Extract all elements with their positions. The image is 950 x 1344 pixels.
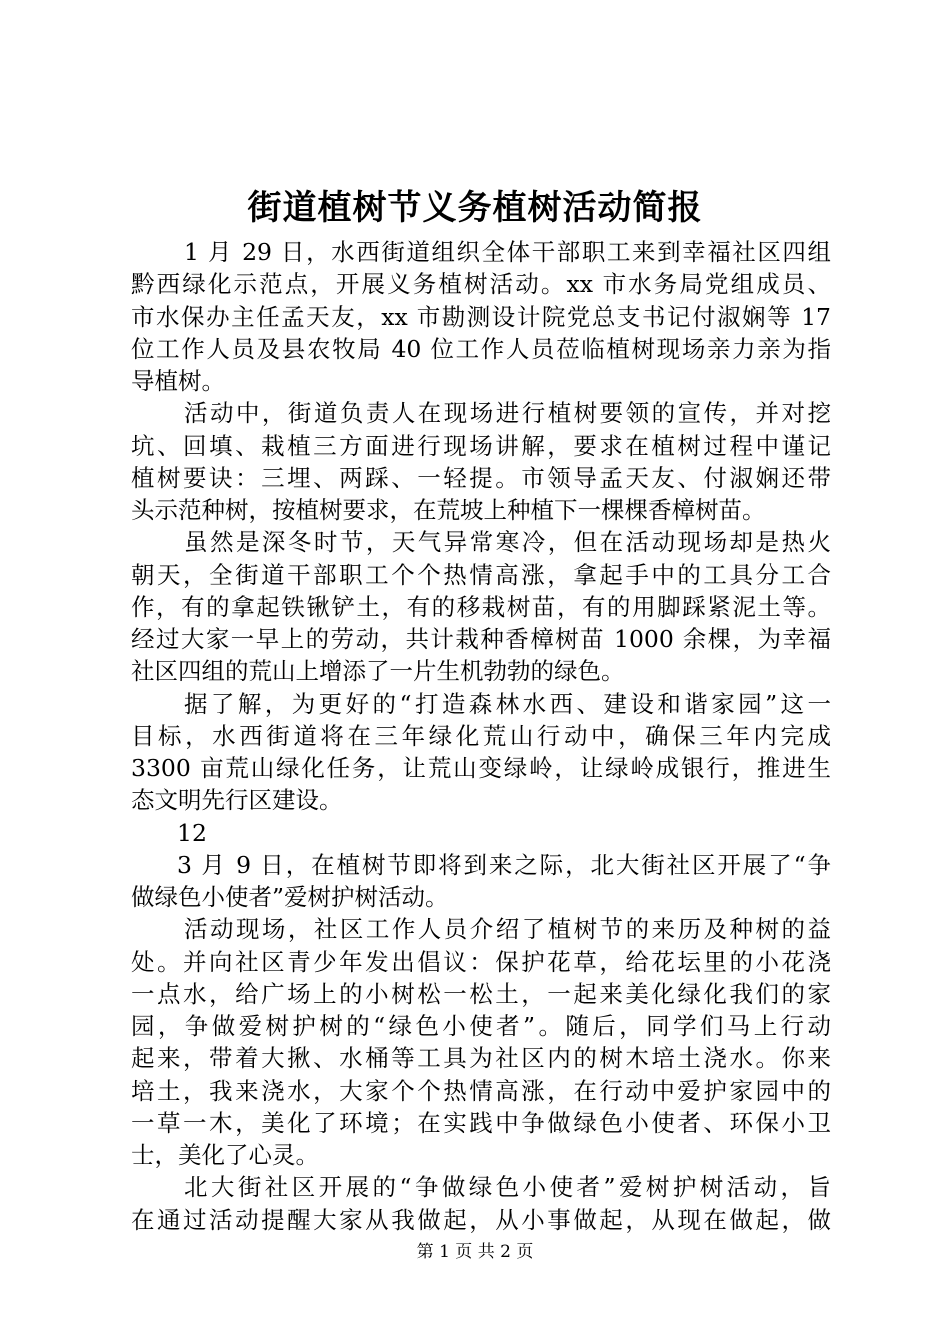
body-line: 位工作人员及县农牧局 40 位工作人员莅临植树现场亲力亲为指 bbox=[131, 334, 831, 363]
body-line: 虽然是深冬时节，天气异常寒冷，但在活动现场却是热火 bbox=[184, 528, 831, 557]
body-line: 态文明先行区建设。 bbox=[131, 786, 343, 815]
body-line: 活动中，街道负责人在现场进行植树要领的宣传，并对挖 bbox=[184, 399, 831, 428]
section-number: 12 bbox=[177, 818, 207, 847]
body-line: 朝天，全街道干部职工个个热情高涨，拿起手中的工具分工合 bbox=[131, 560, 831, 589]
body-line: 据了解，为更好的“打造森林水西、建设和谐家园”这一 bbox=[184, 689, 831, 718]
body-line: 3 月 9 日，在植树节即将到来之际，北大街社区开展了“争 bbox=[177, 850, 831, 879]
body-line: 作，有的拿起铁锹铲土，有的移栽树苗，有的用脚踩紧泥土等。 bbox=[131, 592, 831, 621]
body-line: 在通过活动提醒大家从我做起，从小事做起，从现在做起，做 bbox=[131, 1205, 831, 1234]
body-line: 导植树。 bbox=[131, 367, 225, 395]
body-line: 植树要诀：三埋、两踩、一轻提。市领导孟天友、付淑娴还带 bbox=[131, 463, 831, 492]
body-line: 经过大家一早上的劳动，共计栽种香樟树苗 1000 余棵，为幸福 bbox=[131, 625, 831, 653]
body-line: 北大街社区开展的“争做绿色小使者”爱树护树活动，旨 bbox=[184, 1173, 831, 1202]
page-footer: 第 1 页 共 2 页 bbox=[416, 1242, 534, 1262]
body-line: 处。并向社区青少年发出倡议：保护花草，给花坛里的小花浇 bbox=[131, 947, 831, 976]
body-line: 做绿色小使者”爱树护树活动。 bbox=[131, 883, 449, 911]
document-title: 街道植树节义务植树活动简报 bbox=[247, 188, 703, 228]
document-body bbox=[131, 236, 831, 1236]
body-line: 1 月 29 日，水西街道组织全体干部职工来到幸福社区四组 bbox=[184, 238, 831, 266]
body-line: 坑、回填、栽植三方面进行现场讲解，要求在植树过程中谨记 bbox=[131, 431, 831, 460]
body-line: 一点水，给广场上的小树松一松土，一起来美化绿化我们的家 bbox=[131, 979, 831, 1008]
body-line: 头示范种树，按植树要求，在荒坡上种植下一棵棵香樟树苗。 bbox=[131, 496, 766, 524]
body-line: 黔西绿化示范点，开展义务植树活动。xx 市水务局党组成员、 bbox=[131, 270, 831, 299]
body-line: 3300 亩荒山绿化任务，让荒山变绿岭，让绿岭成银行，推进生 bbox=[131, 754, 831, 782]
body-line: 社区四组的荒山上增添了一片生机勃勃的绿色。 bbox=[131, 657, 625, 686]
body-line: 市水保办主任孟天友，xx 市勘测设计院党总支书记付淑娴等 17 bbox=[131, 302, 831, 331]
body-line: 活动现场，社区工作人员介绍了植树节的来历及种树的益 bbox=[184, 915, 831, 944]
body-line: 士，美化了心灵。 bbox=[131, 1141, 319, 1169]
body-line: 起来，带着大揪、水桶等工具为社区内的树木培土浇水。你来 bbox=[131, 1044, 831, 1073]
body-line: 目标，水西街道将在三年绿化荒山行动中，确保三年内完成 bbox=[131, 721, 831, 750]
body-line: 培土，我来浇水，大家个个热情高涨，在行动中爱护家园中的 bbox=[131, 1076, 831, 1105]
body-line: 园，争做爱树护树的“绿色小使者”。随后，同学们马上行动 bbox=[131, 1012, 831, 1040]
body-line: 一草一木，美化了环境；在实践中争做绿色小使者、环保小卫 bbox=[131, 1108, 831, 1137]
